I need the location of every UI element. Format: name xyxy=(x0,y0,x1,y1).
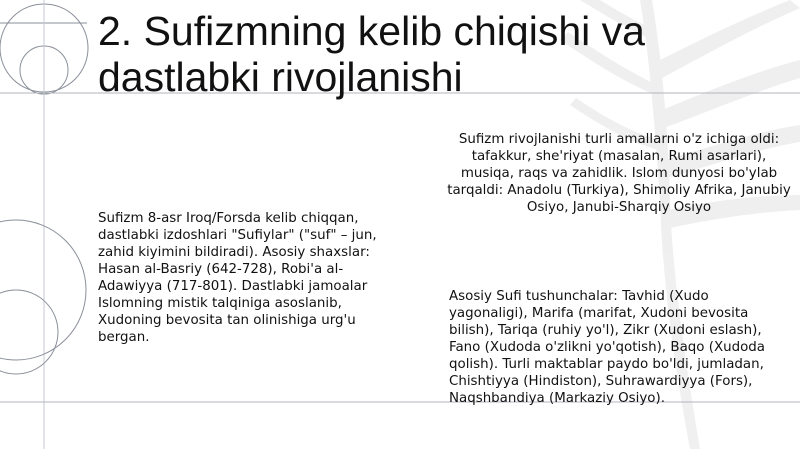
circle-ornament-bottom-small xyxy=(0,290,58,374)
slide-title xyxy=(98,8,778,100)
slide-title-line-1: 2. Sufizmning kelib chiqishi va xyxy=(98,8,645,54)
slide-title-line-2: dastlabki rivojlanishi xyxy=(98,54,463,100)
origin-paragraph: Sufizm 8-asr Iroq/Forsda kelib chiqqan, dastlabki izdoshlari "Sufiylar" ("suf" – jun, zahid kiyimini bildiradi). Asosiy shaxslar: Hasan al-Basriy (642-728), Robi'a al-Adawiyya (717-801). Dastlabki jamoalar Islomning mistik talqiniga asoslanib, Xudoning bevosita tan olinishiga urg'u bergan. xyxy=(98,211,377,345)
concepts-paragraph: Asosiy Sufi tushunchalar: Tavhid (Xudo yagonaligi), Marifa (marifat, Xudoni bevosita bilish), Tariqa (ruhiy yo'l), Zikr (Xudoni eslash), Fano (Xudoda o'zlikni yo'qotish), Baqo (Xudoda qolish). Turli maktablar paydo bo'ldi, jumladan, Chishtiyya (Hindiston), Suhrawardiyya (Fors), Naqshbandiya (Markaziy Osiyo). xyxy=(449,289,765,406)
development-paragraph: Sufizm rivojlanishi turli amallarni o'z ichiga oldi: tafakkur, she'riyat (masalan, Rumi asarlari), musiqa, raqs va zahidlik. Islom dunyosi bo'ylab tarqaldi: Anadolu (Turkiya), Shimoliy Afrika, Janubiy Osiyo, Janubi-Sharqiy Osiyo xyxy=(447,132,791,215)
